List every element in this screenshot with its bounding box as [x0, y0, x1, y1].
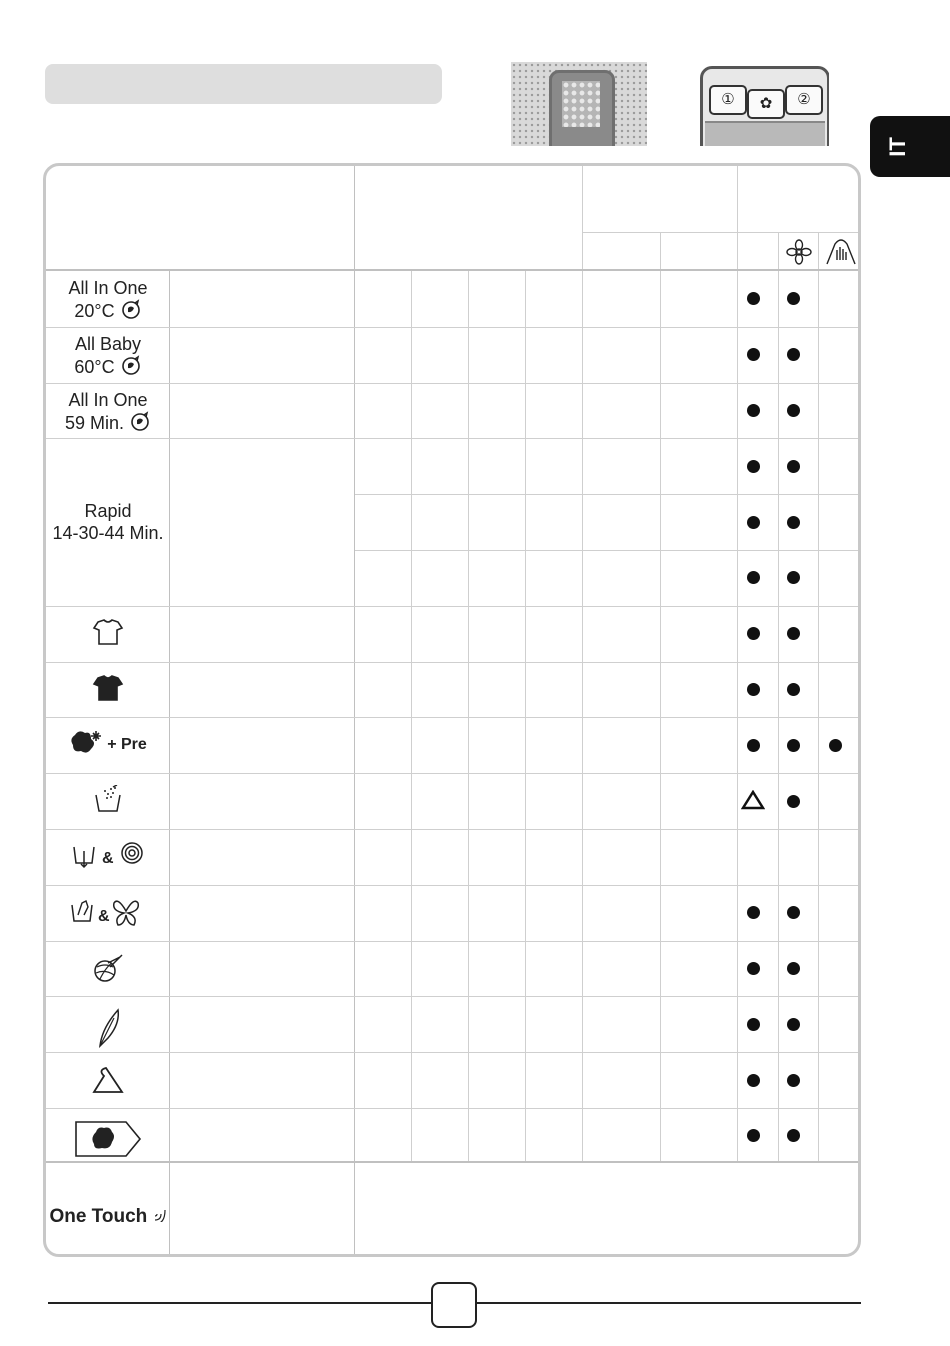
eco-leaf-icon: [115, 301, 142, 321]
eco-leaf-icon: [124, 413, 151, 433]
row-divider: [46, 829, 861, 830]
dot-marker: [787, 1074, 800, 1087]
programs-table: [43, 163, 861, 1257]
program-label: [46, 1064, 170, 1101]
one-touch-top-line: [46, 1161, 861, 1163]
dot-marker: [787, 516, 800, 529]
dot-marker: [787, 739, 800, 752]
dot-marker: [747, 739, 760, 752]
row-divider: [46, 606, 861, 607]
row-divider: [46, 383, 861, 384]
program-label: [46, 785, 170, 818]
dot-marker: [787, 795, 800, 808]
program-label: [46, 953, 170, 988]
row-divider: [46, 773, 861, 774]
dot-marker: [829, 739, 842, 752]
dot-marker: [747, 627, 760, 640]
svg-text:&: &: [98, 907, 110, 925]
col-sep-d: [778, 232, 779, 1161]
flower-softener-icon: [785, 238, 813, 271]
dot-marker: [747, 292, 760, 305]
footer-line-right: [477, 1302, 861, 1304]
program-detail: [46, 355, 170, 378]
hand-prewash-icon: [825, 238, 857, 271]
row-divider: [46, 941, 861, 942]
dot-marker: [787, 627, 800, 640]
dot-marker: [747, 1129, 760, 1142]
dot-marker: [747, 1074, 760, 1087]
program-label: [46, 389, 170, 434]
row-divider: [46, 996, 861, 997]
program-name: All In One: [68, 389, 148, 410]
dot-marker: [747, 962, 760, 975]
triangle-marker: [741, 790, 765, 815]
row-divider: [46, 717, 861, 718]
dispenser-lower: [705, 121, 825, 146]
program-temp-or-time: 20°C: [74, 300, 115, 321]
dot-marker: [747, 1018, 760, 1031]
col-sep-c: [660, 232, 661, 1161]
dot-marker: [787, 348, 800, 361]
subheader-line: [582, 232, 861, 233]
col-sep-b: [737, 166, 738, 1161]
dot-marker: [747, 571, 760, 584]
compartment-2-label: ②: [785, 85, 823, 115]
program-name: All Baby: [74, 333, 142, 354]
row-divider: [46, 885, 861, 886]
row-divider: [46, 438, 861, 439]
program-label: [46, 841, 170, 874]
dot-marker: [787, 962, 800, 975]
program-label: [46, 1120, 170, 1163]
dot-marker: [747, 404, 760, 417]
dot-marker: [787, 1129, 800, 1142]
dot-marker: [747, 683, 760, 696]
program-temp-or-time: 60°C: [74, 356, 115, 377]
program-detail: [46, 299, 170, 322]
dot-marker: [787, 906, 800, 919]
drain-spin-icon: [72, 849, 144, 873]
col-sep-e: [818, 232, 819, 1161]
svg-text:&: &: [102, 849, 114, 867]
program-label: [46, 674, 170, 707]
dispenser-frame: [700, 66, 829, 146]
detergent-drawer-photo: [511, 62, 647, 146]
handwash-delicate-icon: [70, 907, 146, 931]
row-divider: [46, 1108, 861, 1109]
program-detail: [46, 522, 170, 544]
compartment-1-label: ①: [709, 85, 747, 115]
wool-icon: [92, 967, 124, 987]
tshirt-outline-icon: [92, 630, 124, 650]
dot-marker: [787, 460, 800, 473]
header-bottom-line: [46, 269, 861, 271]
page-number-box: [431, 1282, 477, 1328]
program-label: [46, 277, 170, 322]
language-tab-label: IT: [885, 137, 910, 157]
program-label: [46, 897, 170, 932]
program-name: All In One: [68, 277, 148, 298]
rinse-icon: [93, 797, 123, 817]
col-sep-a: [582, 166, 583, 1161]
drawer-insert: [549, 70, 615, 146]
dot-marker: [787, 683, 800, 696]
row-divider: [46, 662, 861, 663]
col-sep-3: [525, 270, 526, 1161]
sub-row-divider: [355, 494, 861, 495]
program-label: [46, 500, 170, 544]
stain-icon: [69, 739, 103, 759]
program-label: [46, 1008, 170, 1053]
insert-mesh: [562, 81, 600, 127]
col-sep-1: [411, 270, 412, 1161]
eco-leaf-icon: [115, 357, 142, 377]
dispenser-compartments-photo: [697, 62, 829, 146]
program-detail: [46, 411, 170, 434]
sub-row-divider: [355, 550, 861, 551]
dot-marker: [787, 571, 800, 584]
one-touch-label: [46, 1206, 170, 1228]
wifi-icon: [153, 1206, 167, 1222]
softener-compartment: ✿: [747, 89, 785, 119]
program-label: [46, 729, 170, 760]
program-label: [46, 333, 170, 378]
dot-marker: [787, 404, 800, 417]
prewash-suffix: + Pre: [107, 735, 147, 753]
cotton-tag-icon: [74, 1142, 142, 1162]
col-sep-2: [468, 270, 469, 1161]
program-temp-or-time: 59 Min.: [64, 412, 124, 433]
one-touch-text: One Touch: [49, 1206, 148, 1227]
dot-marker: [747, 460, 760, 473]
program-temp-or-time: 14-30-44 Min.: [52, 523, 164, 544]
col-sep-desc: [354, 166, 355, 1257]
section-title-bar: [45, 64, 442, 104]
feather-icon: [94, 1032, 122, 1052]
language-tab: [870, 116, 950, 177]
program-name: Rapid: [84, 501, 132, 522]
row-divider: [46, 327, 861, 328]
dot-marker: [787, 1018, 800, 1031]
tshirt-filled-icon: [92, 686, 124, 706]
dot-marker: [747, 516, 760, 529]
dot-marker: [787, 292, 800, 305]
dot-marker: [747, 348, 760, 361]
dot-marker: [747, 906, 760, 919]
program-label: [46, 618, 170, 651]
footer-line-left: [48, 1302, 431, 1304]
synthetic-icon: [90, 1080, 126, 1100]
row-divider: [46, 1052, 861, 1053]
